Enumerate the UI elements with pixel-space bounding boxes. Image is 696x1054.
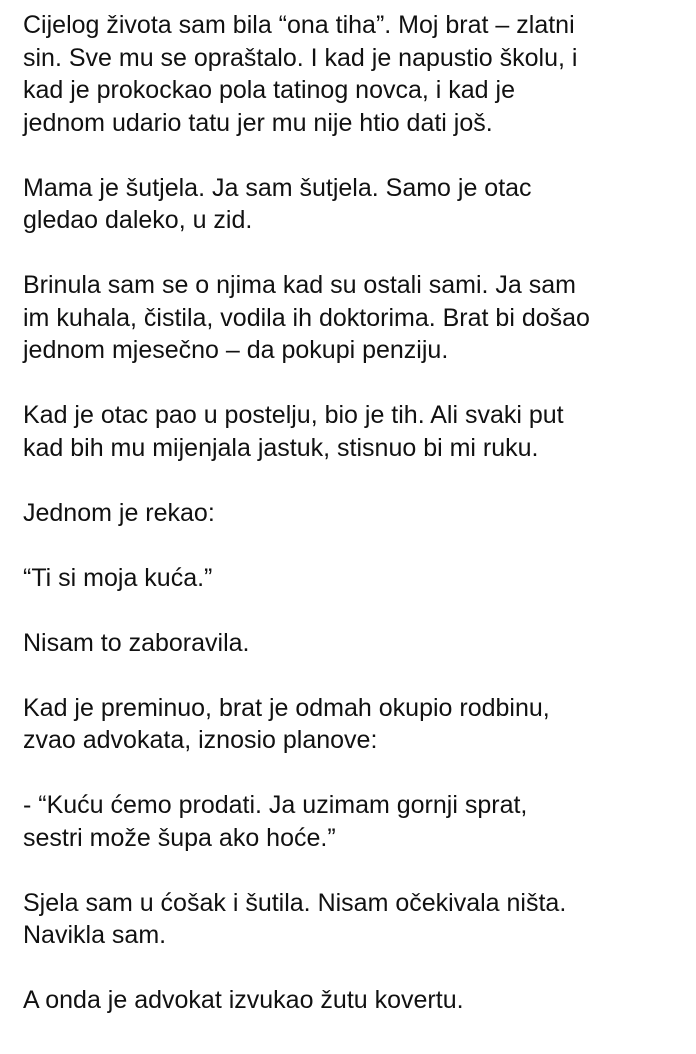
paragraph-line: zvao advokata, iznosio planove: xyxy=(23,726,378,754)
paragraph-line: sestri može šupa ako hoće.” xyxy=(23,823,336,852)
paragraph-gap xyxy=(23,529,688,562)
paragraph-line: “Ti si moja kuća.” xyxy=(23,563,213,592)
paragraph-line: Nisam to zaboravila. xyxy=(23,628,250,657)
paragraph-1 xyxy=(23,9,688,139)
paragraph-line: kad bih mu mijenjala jastuk, stisnuo bi mi ruku. xyxy=(23,433,539,462)
paragraph-line: Mama je šutjela. Ja sam šutjela. Samo je otac xyxy=(23,173,532,202)
paragraph-line: Navikla sam. xyxy=(23,921,167,949)
paragraph-11 xyxy=(23,984,688,1017)
paragraph-gap xyxy=(23,952,688,985)
paragraph-line: Cijelog života sam bila “ona tiha”. Moj brat – zlatni xyxy=(23,11,575,39)
paragraph-line: Kad je preminuo, brat je odmah okupio rodbinu, xyxy=(23,693,550,722)
paragraph-line: Kad je otac pao u postelju, bio je tih. Ali svaki put xyxy=(23,401,564,429)
paragraph-line: gledao daleko, u zid. xyxy=(23,206,253,234)
paragraph-gap xyxy=(23,367,688,400)
paragraph-line: Brinula sam se o njima kad su ostali sami. Ja sam xyxy=(23,271,576,299)
paragraph-gap xyxy=(23,854,688,887)
paragraph-5 xyxy=(23,497,688,530)
paragraph-gap xyxy=(23,464,688,497)
paragraph-line: jednom mjesečno – da pokupi penziju. xyxy=(23,336,449,364)
paragraph-line: kad je prokockao pola tatinog novca, i kad je xyxy=(23,76,515,104)
story-text xyxy=(23,9,688,1017)
paragraph-line: Sjela sam u ćošak i šutila. Nisam očekivala ništa. xyxy=(23,888,567,917)
paragraph-gap xyxy=(23,594,688,627)
paragraph-8 xyxy=(23,692,688,757)
paragraph-line: im kuhala, čistila, vodila ih doktorima. Brat bi došao xyxy=(23,303,590,332)
paragraph-4 xyxy=(23,399,688,464)
paragraph-9-quote xyxy=(23,789,688,854)
paragraph-2 xyxy=(23,172,688,237)
paragraph-6-quote xyxy=(23,562,688,595)
paragraph-line: sin. Sve mu se opraštalo. I kad je napustio školu, i xyxy=(23,43,578,72)
paragraph-3 xyxy=(23,269,688,367)
paragraph-gap xyxy=(23,139,688,172)
paragraph-line: A onda je advokat izvukao žutu kovertu. xyxy=(23,986,464,1014)
paragraph-7 xyxy=(23,627,688,660)
paragraph-gap xyxy=(23,237,688,270)
paragraph-line: Jednom je rekao: xyxy=(23,498,215,527)
paragraph-10 xyxy=(23,887,688,952)
paragraph-line: - “Kuću ćemo prodati. Ja uzimam gornji sprat, xyxy=(23,791,528,819)
paragraph-gap xyxy=(23,757,688,790)
paragraph-gap xyxy=(23,659,688,692)
paragraph-line: jednom udario tatu jer mu nije htio dati još. xyxy=(23,108,493,137)
